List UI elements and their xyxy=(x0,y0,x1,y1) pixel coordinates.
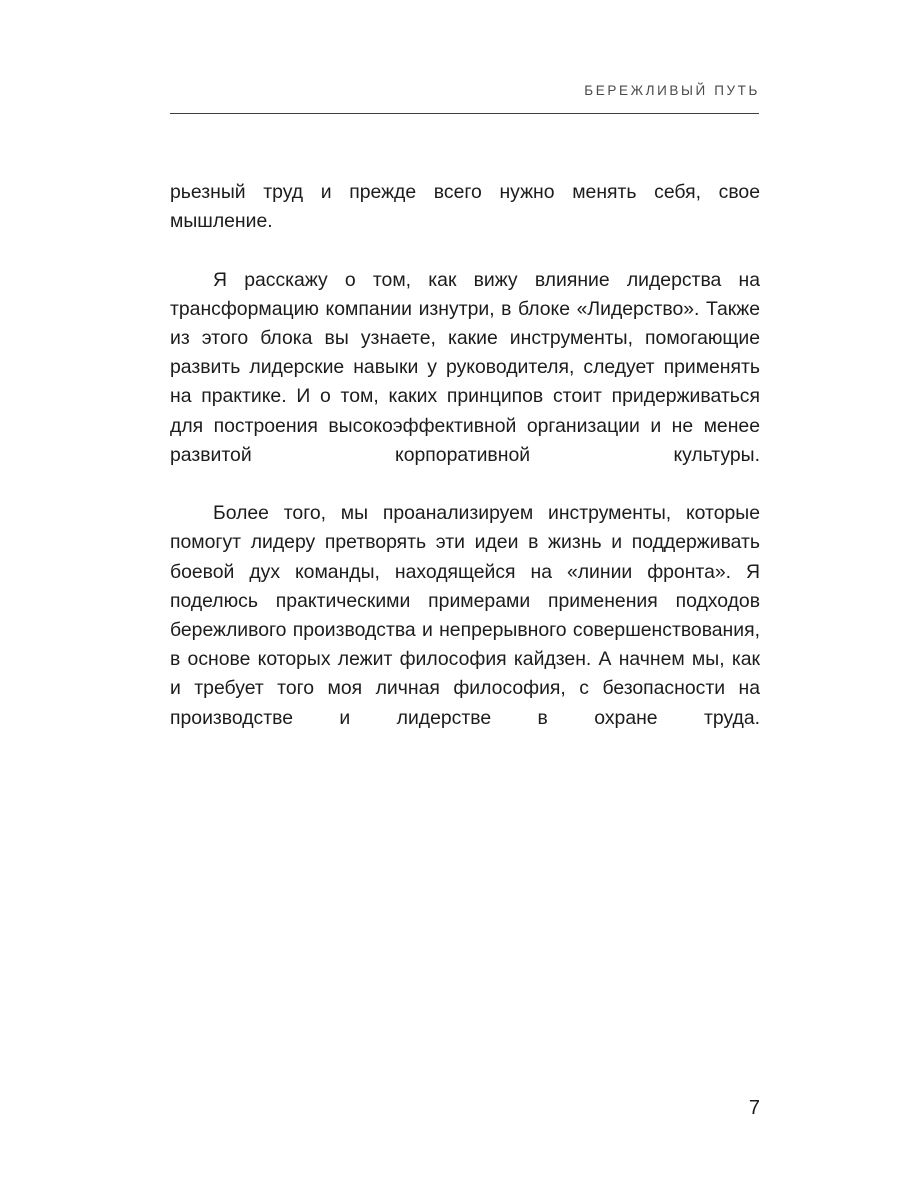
header-divider-rule xyxy=(170,113,759,114)
paragraph: рьезный труд и прежде всего нужно менять себя, свое мышление. xyxy=(170,181,760,233)
running-head: БЕРЕЖЛИВЫЙ ПУТЬ xyxy=(584,83,760,98)
paragraph: Я расскажу о том, как вижу влияние лидерства на трансформацию компании изнутри, в блоке «Лидерство». Также из этого блока вы узнаете, какие инструменты, помогающие развить лидерские навыки у руководителя, следует применять на практике. И о том, каких принципов стоит придерживаться для построения высокоэффективной организации и не менее развитой корпоративной культуры. xyxy=(170,268,760,466)
paragraph: Более того, мы проанализируем инструменты, которые помогут лидеру претворять эти идеи в жизнь и поддерживать боевой дух команды, находящейся на «линии фронта». Я поделюсь практическими примерами применения подходов бережливого производства и непрерывного совершенствования, в основе которых лежит философия кайдзен. А начнем мы, как и требует того моя личная философия, с безопасности на производстве и лидерстве в охране труда. xyxy=(170,502,760,729)
page-number: 7 xyxy=(748,1097,760,1119)
body-text-block xyxy=(170,178,760,762)
